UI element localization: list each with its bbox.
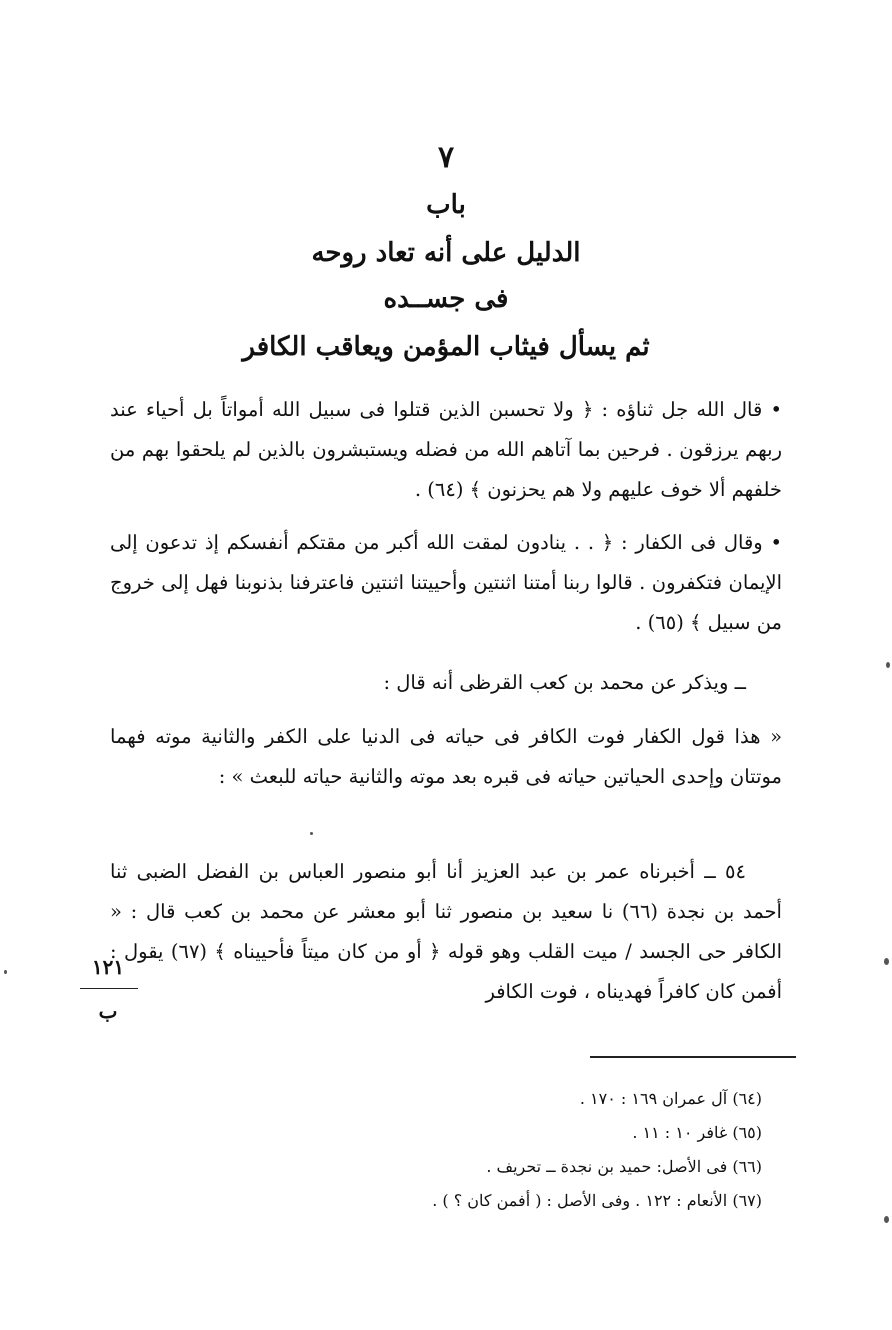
paragraph-quran-martyrs: • قال الله جل ثناؤه : ﴿ ولا تحسبن الذين قتلوا فى سبيل الله أمواتاً بل أحياء عند ربهم يرزقون . فرحين بما آتاهم الله من فضله ويستبشرون بالذين لم يلحقوا بهم من خلفهم ألا خوف عليهم ولا هم يحزنون ﴾ (٦٤) .	[110, 398, 782, 501]
scan-speck	[4, 970, 7, 974]
paragraph-qurazi-intro: ــ ويذكر عن محمد بن كعب القرظى أنه قال :	[383, 671, 746, 694]
footnote-64: (٦٤) آل عمران ١٦٩ : ١٧٠ .	[579, 1089, 762, 1108]
paragraph-qurazi-quote: « هذا قول الكفار فوت الكافر فى حياته فى الدنيا على الكفر والثانية موته فهما موتتان وإحدى الحياتين حياته فى قبره بعد موته والثانية حياته للبعث » :	[110, 725, 782, 788]
chapter-title-line-2: فى جســده	[383, 284, 509, 314]
footnote-divider	[590, 1056, 796, 1058]
scan-speck	[310, 832, 313, 835]
scan-speck	[886, 662, 890, 668]
chapter-number: ٧	[437, 140, 455, 175]
scan-speck	[884, 958, 889, 965]
chapter-title-line-1: الدليل على أنه تعاد روحه	[311, 238, 581, 268]
footnotes	[202, 1082, 762, 1218]
footnote-66: (٦٦) فى الأصل: حميد بن نجدة ــ تحريف .	[486, 1157, 762, 1176]
folio-side: ب	[98, 999, 118, 1023]
scan-speck	[884, 1216, 889, 1223]
footnote-67: (٦٧) الأنعام : ١٢٢ . وفى الأصل : ( أفمن كان ؟ ) .	[432, 1191, 762, 1210]
folio-divider	[80, 988, 138, 989]
section-label: باب	[426, 190, 466, 220]
chapter-title-line-3: ثم يسأل فيثاب المؤمن ويعاقب الكافر	[242, 332, 650, 362]
footnote-65: (٦٥) غافر ١٠ : ١١ .	[632, 1123, 762, 1142]
folio-margin-note	[78, 950, 138, 1028]
paragraph-quran-disbelievers: • وقال فى الكفار : ﴿ . . ينادون لمقت الله أكبر من مقتكم أنفسكم إذ تدعون إلى الإيمان فتكفرون . قالوا ربنا أمتنا اثنتين وأحييتنا اثنتين فاعترفنا بذنوبنا فهل إلى خروج من سبيل ﴾ (٦٥) .	[110, 531, 782, 634]
paragraph-hadith-54: ٥٤ ــ أخبرناه عمر بن عبد العزيز أنا أبو منصور العباس بن الفضل الضبى ثنا أحمد بن نجدة (٦٦) نا سعيد بن منصور ثنا أبو معشر عن محمد بن كعب قال : « الكافر حى الجسد / ميت القلب وهو قوله ﴿ أو من كان ميتاً فأحييناه ﴾ (٦٧) يقول : أفمن كان كافراً فهديناه ، فوت الكافر	[110, 860, 782, 1003]
folio-number: ١٢١	[91, 955, 125, 979]
